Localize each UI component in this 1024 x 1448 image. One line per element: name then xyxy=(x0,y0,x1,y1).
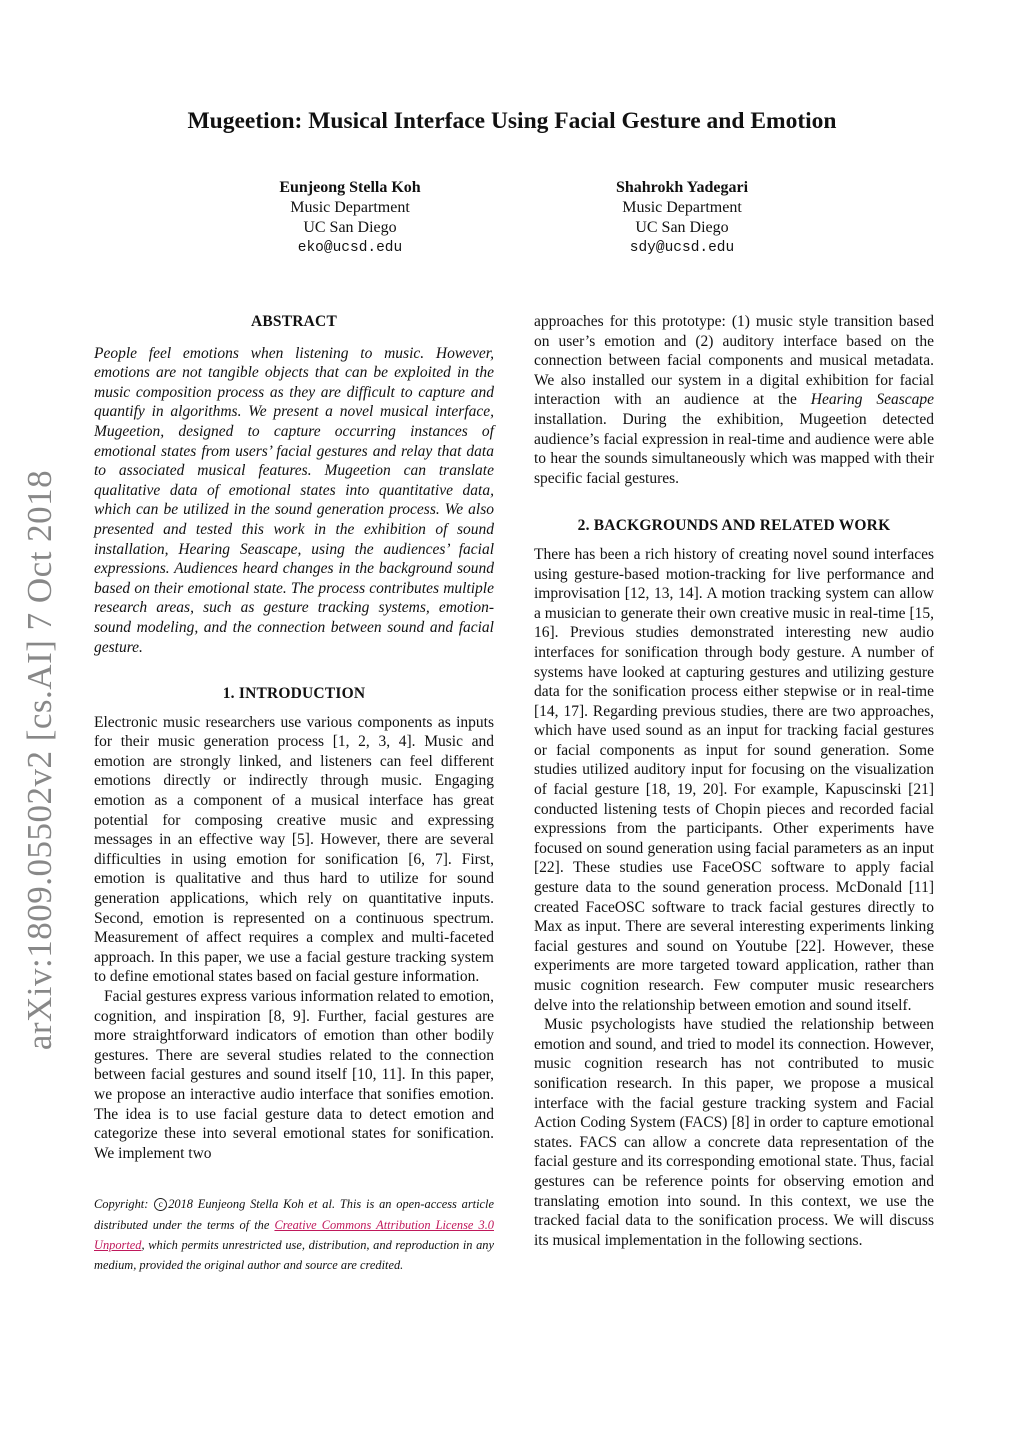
intro-text: approaches for this prototype: (1) music style transition based on user’s emotion and (2) auditory interface based on the connection between facial components and musical metadata. We also installed our system in a digital exhibition for facial interaction with an audience at the xyxy=(534,313,934,409)
right-column xyxy=(534,312,934,1250)
author-email[interactable]: sdy@ucsd.edu xyxy=(629,240,735,256)
author-name: Shahrokh Yadegari xyxy=(615,179,749,196)
intro-paragraph-1: Electronic music researchers use various components as inputs for their music generation process [1, 2, 3, 4]. Music and emotion are strongly linked, and listeners can feel different emotions directly or indirectly through music. Engaging emotion as a component of a musical interface has great potential for composing creative music and expressing messages in an effective way [5]. However, there are several difficulties in using emotion for sonification [6, 7]. First, emotion is qualitative and thus hard to utilize for sound generation applications, which rely on quantitative inputs. Second, emotion is represented on a continuous spectrum. Measurement of affect requires a complex and multi-faceted approach. In this paper, we use a facial gesture tracking system to define emotional states based on facial gesture information. xyxy=(94,713,494,986)
intro-paragraph-3 xyxy=(534,312,934,488)
left-column xyxy=(94,312,494,1275)
license-link[interactable]: Creative Commons Attribution License 3.0 Unported xyxy=(94,1217,494,1252)
author-email[interactable]: eko@ucsd.edu xyxy=(297,240,403,256)
background-heading: 2. BACKGROUNDS AND RELATED WORK xyxy=(577,517,891,535)
background-paragraph-2: Music psychologists have studied the relationship between emotion and sound, and tried to model its connection. However, music cognition research has not contributed to music sonification research. In this paper, we propose a musical interface with the facial gesture tracking system and Facial Action Coding System (FACS) [8] in order to capture emotional states. FACS can allow a concrete data representation of the facial gesture and its corresponding emotional state. Thus, facial gestures can be reference points for observing emotion and translating emotion into sound. In this context, we use the tracked facial data to the sonification process. We will discuss its musical implementation in the following sections. xyxy=(534,1016,934,1249)
author-block-1 xyxy=(200,178,500,258)
author-institution: UC San Diego xyxy=(303,219,397,236)
background-paragraph-1: There has been a rich history of creating novel sound interfaces using gesture-based motion-tracking for live performance and improvisation [12, 13, 14]. A motion tracking system can allow a musician to generate their own creative music in real-time [15, 16]. Previous studies demonstrated interesting new audio interfaces for sonification through body gesture. A number of systems have looked at capturing gestures and utilizing gesture data for the sonification process either stepwise or in real-time [14, 17]. Regarding previous studies, there are two approaches, which have used sound as an input for tracking facial gestures or facial components as input for sound generation. Some studies utilized auditory input for focusing on the visualization of facial gesture [18, 19, 20]. For example, Kapuscinski [21] conducted listening tests of Chopin pieces and recorded facial expressions from the participants. Other experiments have focused on sound generation using facial parameters as an input [22]. These studies use FaceOSC software to apply facial gesture data to the sound generation process. McDonald [11] created FaceOSC software to track facial gestures directly to Max as input. There are several interesting experiments linking facial gestures and sound on Youtube [22]. However, these experiments are more targeted toward application, rather than music cognition research. Few computer music researchers delve into the relationship between emotion and sound itself. xyxy=(534,545,934,1014)
arxiv-identifier-text: arXiv:1809.05502v2 [cs.AI] 7 Oct 2018 xyxy=(20,469,59,1051)
introduction-heading: 1. INTRODUCTION xyxy=(222,685,366,703)
intro-text: installation. During the exhibition, Mugeetion detected audience’s facial expression in real-time and audience were able to hear the sounds simultaneously which was mapped with their specific facial gestures. xyxy=(534,410,934,487)
intro-paragraph-2: Facial gestures express various information related to emotion, cognition, and inspiration [8, 9]. Further, facial gestures are more straightforward indicators of emotion than other bodily gestures. There are several studies related to the connection between facial gestures and sound itself [10, 11]. In this paper, we propose an interactive audio interface that sonifies emotion. The idea is to use facial gesture data to detect emotion and categorize these into several emotional states for sonification. We implement two xyxy=(94,988,494,1162)
copyright-label: Copyright: xyxy=(94,1197,154,1212)
abstract-text: People feel emotions when listening to music. However, emotions are not tangible objects that can be exploited in the music composition process as they are difficult to capture and quantify in algorithms. We present a novel musical interface, Mugeetion, designed to capture occurring instances of emotional states from users’ facial gestures and relay that data to associated musical features. Mugeetion can translate qualitative data of emotional states into quantitative data, which can be utilized in the sound generation process. We also presented and tested this work in the exhibition of sound installation, Hearing Seascape, using the audiences’ facial expressions. Audiences heard changes in the background sound based on their emotional state. The process contributes multiple research areas, such as gesture tracking systems, emotion-sound modeling, and the connection between sound and facial gesture. xyxy=(94,344,494,656)
arxiv-identifier xyxy=(10,470,70,1050)
author-department: Music Department xyxy=(290,199,410,216)
paper-title: Mugeetion: Musical Interface Using Facial Gesture and Emotion xyxy=(187,108,837,134)
author-institution: UC San Diego xyxy=(635,219,729,236)
abstract-heading: ABSTRACT xyxy=(250,313,337,330)
author-block-2 xyxy=(532,178,832,258)
copyright-text: 2018 Eunjeong Stella Koh et al. This is an open-access article distributed under the terms of the xyxy=(94,1197,494,1232)
installation-name: Hearing Seascape xyxy=(810,391,934,409)
copyright-notice xyxy=(94,1194,494,1275)
author-name: Eunjeong Stella Koh xyxy=(279,179,421,196)
author-department: Music Department xyxy=(622,199,742,216)
copyright-text-end: , which permits unrestricted use, distribution, and reproduction in any medium, provided the original author and source are credited. xyxy=(94,1237,494,1272)
copyright-symbol-icon: c xyxy=(154,1198,167,1211)
